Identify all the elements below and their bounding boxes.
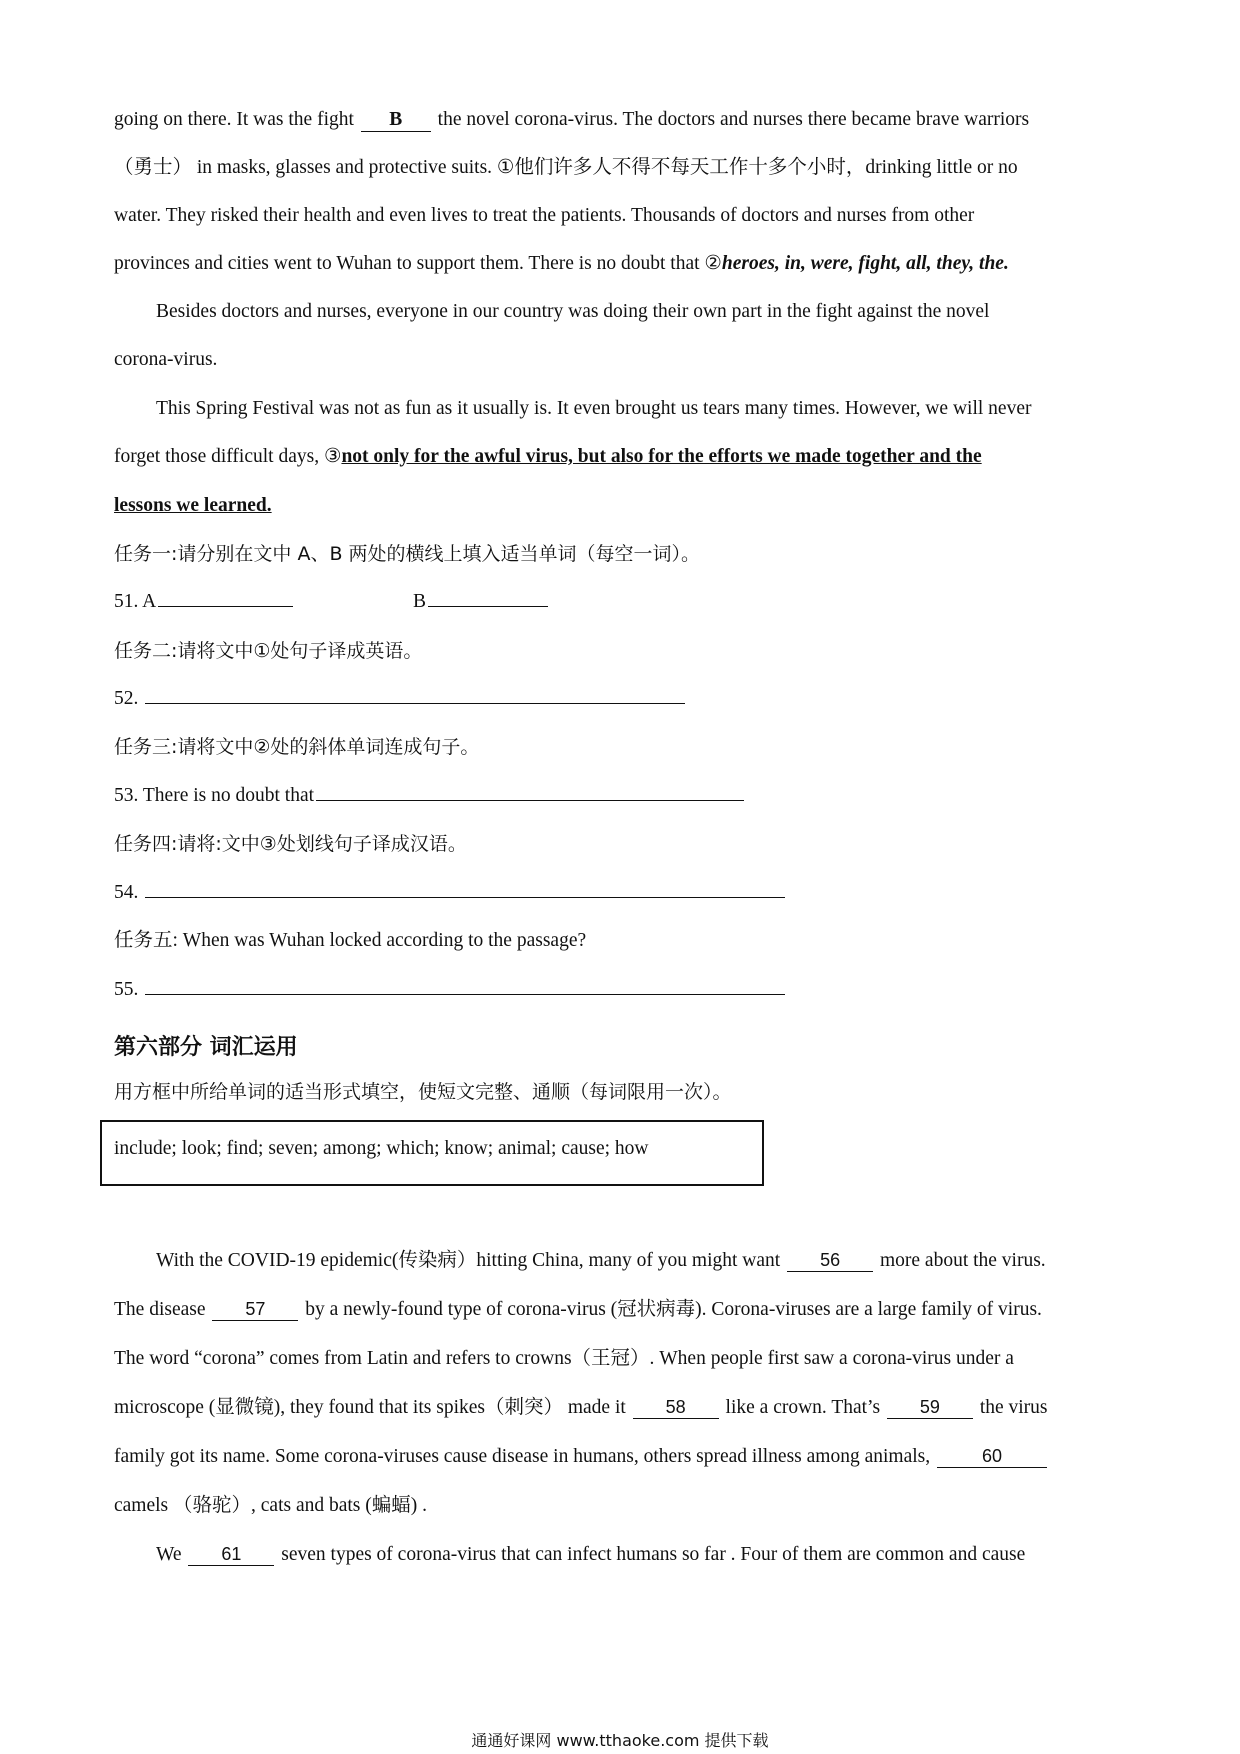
passage-text: the novel corona-virus. The doctors and nurses there became brave warriors	[437, 109, 1030, 130]
word-box	[100, 1120, 764, 1186]
passage-line: microscope (显微镜), they found that its spikes（刺突） made it 58 like a crown. That’s 59 the virus	[114, 1397, 1048, 1418]
answer-line-55[interactable]	[145, 994, 785, 995]
section-instruction: 用方框中所给单词的适当形式填空，使短文完整、通顺（每词限用一次）。	[114, 1081, 732, 1103]
answer-line-53[interactable]	[316, 800, 744, 801]
task-1: 任务一:请分别在文中 A、B 两处的横线上填入适当单词（每空一词）。	[114, 543, 701, 565]
answer-blank-b[interactable]	[428, 606, 548, 607]
passage-line	[156, 298, 989, 326]
answer-blank-a[interactable]	[158, 606, 293, 607]
blank-57[interactable]: 57	[212, 1298, 298, 1321]
task-4: 任务四:请将:文中③处划线句子译成汉语。	[114, 833, 467, 855]
passage-text: Besides doctors and nurses, everyone in our country was doing their own part in the fight against the novel	[156, 301, 990, 322]
passage-line: We 61 seven types of corona-virus that can infect humans so far . Four of them are common and cause	[156, 1544, 1026, 1565]
passage-line	[114, 202, 974, 230]
question-54: 54.	[114, 879, 787, 907]
passage-line	[114, 443, 982, 471]
blank-60[interactable]: 60	[937, 1445, 1047, 1468]
question-53: 53. There is no doubt that	[114, 782, 746, 810]
blank-56[interactable]: 56	[787, 1249, 873, 1272]
blank-b: B	[361, 109, 431, 132]
passage-line: The disease 57 by a newly-found type of corona-virus (冠状病毒). Corona-viruses are a large family of virus.	[114, 1299, 1042, 1320]
italic-words: heroes, in, were, fight, all, they, the.	[721, 253, 1009, 274]
underlined-sentence: lessons we learned.	[114, 495, 272, 516]
section-heading: 第六部分 词汇运用	[114, 1035, 298, 1060]
question-52: 52.	[114, 685, 687, 713]
passage-text: （勇士） in masks, glasses and protective suits. ①他们许多人不得不每天工作十多个小时，drinking little or no	[114, 157, 1018, 178]
passage-line	[156, 395, 1031, 423]
question-51: 51. A B	[114, 588, 550, 616]
task-3: 任务三:请将文中②处的斜体单词连成句子。	[114, 736, 480, 758]
blank-59[interactable]: 59	[887, 1396, 973, 1419]
task-5: 任务五: When was Wuhan locked according to the passage?	[114, 930, 587, 951]
passage-text: going on there. It was the fight	[114, 109, 354, 130]
word-list: include; look; find; seven; among; which; know; animal; cause; how	[114, 1138, 649, 1159]
question-55: 55.	[114, 976, 787, 1004]
answer-line-54[interactable]	[145, 897, 785, 898]
blank-61[interactable]: 61	[188, 1543, 274, 1566]
blank-58[interactable]: 58	[633, 1396, 719, 1419]
passage-line	[114, 492, 272, 520]
passage-line	[114, 250, 1009, 278]
task-2: 任务二:请将文中①处句子译成英语。	[114, 640, 423, 662]
passage-text: provinces and cities went to Wuhan to support them. There is no doubt that ②	[114, 253, 722, 274]
passage-text: corona-virus.	[114, 349, 218, 370]
footer-watermark: 通通好课网 www.tthaoke.com 提供下载	[471, 1731, 769, 1750]
passage-line: The word “corona” comes from Latin and refers to crowns（王冠）. When people first saw a corona-virus under a	[114, 1348, 1014, 1369]
passage-text: forget those difficult days, ③	[114, 446, 342, 467]
underlined-sentence: not only for the awful virus, but also for the efforts we made together and the	[341, 446, 982, 467]
passage-line	[114, 154, 1018, 182]
passage-line: With the COVID-19 epidemic(传染病）hitting China, many of you might want 56 more about the virus.	[156, 1250, 1046, 1271]
passage-text: water. They risked their health and even lives to treat the patients. Thousands of doctors and nurses from other	[114, 205, 975, 226]
passage-line: family got its name. Some corona-viruses cause disease in humans, others spread illness among animals, 60	[114, 1443, 1049, 1471]
passage-text: This Spring Festival was not as fun as it usually is. It even brought us tears many times. However, we will never	[156, 398, 1032, 419]
passage-line	[114, 106, 1029, 134]
passage-line: camels （骆驼）, cats and bats (蝙蝠) .	[114, 1495, 428, 1516]
answer-line-52[interactable]	[145, 703, 685, 704]
passage-line	[114, 346, 217, 374]
